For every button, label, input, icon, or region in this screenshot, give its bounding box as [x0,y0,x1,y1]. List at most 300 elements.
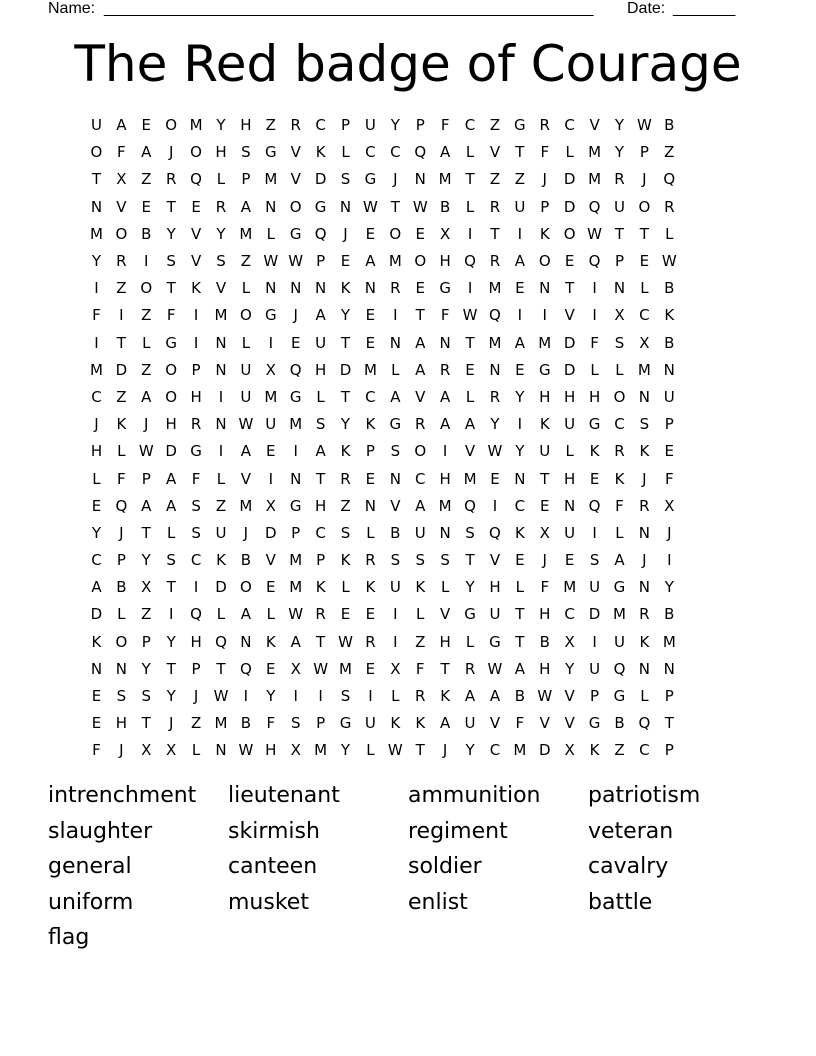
grid-letter: W [636,116,652,135]
grid-letter: L [590,360,599,379]
grid-letter: D [90,605,103,624]
grid-row [84,574,732,601]
grid-letter: C [639,306,650,325]
grid-letter: A [240,442,252,461]
grid-letter: Q [464,252,476,271]
grid-letter: T [515,605,525,624]
grid-letter: E [340,605,351,624]
grid-letter: H [90,442,103,461]
grid-letter: K [365,415,376,434]
grid-letter: L [216,605,226,624]
grid-letter: C [464,116,476,135]
grid-letter: U [364,116,376,135]
grid-letter: R [290,116,301,135]
grid-letter: N [90,659,103,678]
grid-letter: V [240,469,252,488]
grid-letter: O [414,442,427,461]
grid-letter: P [191,659,201,678]
grid-letter: U [564,415,576,434]
grid-letter: R [439,360,451,379]
grid-letter: Y [465,741,475,760]
grid-letter: L [416,605,425,624]
grid-letter: G [588,714,601,733]
grid-letter: P [340,116,351,135]
grid-letter: N [240,632,252,651]
grid-letter: L [117,605,126,624]
grid-letter: V [564,714,575,733]
grid-letter: T [216,659,226,678]
grid-letter: J [442,741,448,760]
grid-letter: S [415,551,425,570]
grid-letter: K [91,632,102,651]
grid-letter: Y [340,306,351,325]
grid-letter: I [193,333,199,352]
grid-letter: E [540,496,550,515]
grid-row [84,520,732,547]
grid-letter: O [389,224,402,243]
grid-letter: A [514,252,525,271]
grid-letter: A [415,496,426,515]
grid-letter: W [288,252,304,271]
grid-letter: N [90,197,103,216]
grid-letter: H [314,360,327,379]
grid-letter: G [439,279,451,298]
grid-letter: U [90,116,102,135]
grid-letter: R [614,170,625,189]
grid-letter: E [266,659,276,678]
grid-letter: G [364,170,377,189]
grid-letter: J [642,170,647,189]
word-list-item: intrenchment [48,783,197,808]
grid-letter: Q [588,197,601,216]
grid-letter: A [464,415,476,434]
grid-letter: Z [141,360,152,379]
grid-letter: E [290,333,301,352]
grid-letter: O [239,578,252,597]
grid-row [84,438,732,465]
grid-letter: P [316,714,326,733]
grid-letter: C [315,116,326,135]
grid-letter: H [539,387,551,406]
grid-letter: Y [266,687,276,706]
grid-letter: G [613,687,626,706]
word-list-item: slaughter [48,818,153,844]
grid-letter: I [592,632,597,651]
grid-letter: B [240,551,252,570]
grid-letter: A [390,387,401,406]
grid-letter: P [141,469,151,488]
grid-letter: E [191,197,201,216]
grid-letter: R [340,469,351,488]
grid-letter: A [514,659,525,678]
grid-letter: T [515,632,525,651]
grid-letter: A [141,143,152,162]
grid-letter: I [293,687,298,706]
grid-letter: C [564,116,575,135]
grid-letter: S [116,687,127,706]
grid-letter: F [415,659,425,678]
grid-letter: W [462,306,478,325]
grid-letter: C [390,143,401,162]
grid-letter: H [265,741,277,760]
name-field[interactable]: _______________________________________________________ [104,0,594,17]
grid-letter: G [389,415,402,434]
grid-letter: E [365,333,376,352]
grid-letter: L [216,469,226,488]
grid-letter: T [490,224,500,243]
grid-letter: A [166,496,177,515]
grid-letter: M [339,659,352,678]
grid-letter: E [415,224,425,243]
grid-letter: K [440,687,451,706]
name-label: Name: [48,0,96,17]
grid-letter: D [538,741,551,760]
grid-letter: F [191,469,201,488]
grid-letter: I [667,551,672,570]
grid-letter: A [440,143,451,162]
grid-letter: L [565,143,574,162]
grid-letter: B [664,279,675,298]
grid-letter: W [363,197,378,216]
word-search-grid [84,112,732,765]
grid-letter: T [166,279,176,298]
date-label: Date: [627,0,666,17]
grid-letter: Z [265,116,276,135]
grid-letter: L [216,170,226,189]
grid-letter: S [639,415,650,434]
grid-letter: T [540,469,550,488]
grid-letter: T [465,333,475,352]
grid-letter: L [440,578,450,597]
grid-letter: E [515,360,525,379]
grid-letter: N [663,659,675,678]
grid-letter: J [193,687,199,706]
grid-letter: P [116,551,126,570]
grid-letter: S [191,523,201,542]
grid-letter: Z [614,741,625,760]
grid-letter: J [119,741,124,760]
grid-letter: A [365,252,376,271]
grid-row [84,710,732,737]
grid-letter: W [313,659,329,678]
grid-letter: K [315,143,326,162]
grid-letter: E [365,224,376,243]
grid-letter: H [115,714,127,733]
grid-letter: V [415,387,426,406]
grid-row [84,275,732,302]
grid-row [84,465,732,492]
grid-letter: X [265,496,276,515]
grid-letter: T [515,143,525,162]
grid-letter: Y [614,143,625,162]
grid-letter: F [117,469,126,488]
grid-letter: L [391,360,400,379]
word-list-item: flag [48,925,90,950]
grid-letter: E [564,551,575,570]
grid-letter: S [166,252,176,271]
grid-letter: F [540,578,550,597]
grid-letter: Z [141,170,152,189]
header-line [48,0,748,20]
grid-letter: K [514,523,525,542]
grid-letter: W [238,415,254,434]
grid-letter: N [339,197,352,216]
grid-letter: P [415,116,425,135]
grid-letter: O [90,143,103,162]
grid-letter: L [117,442,126,461]
grid-letter: T [465,551,475,570]
grid-letter: O [638,197,651,216]
grid-letter: K [216,551,226,570]
grid-letter: Y [91,523,102,542]
grid-letter: L [515,578,525,597]
grid-letter: M [637,360,651,379]
grid-letter: E [490,469,500,488]
grid-row [84,737,732,764]
grid-letter: F [440,116,450,135]
grid-letter: H [190,632,202,651]
grid-letter: I [168,605,174,624]
grid-letter: M [264,387,278,406]
grid-letter: T [465,170,475,189]
word-list-item: cavalry [588,854,669,879]
grid-letter: G [514,116,526,135]
grid-letter: L [465,197,475,216]
grid-letter: I [193,578,199,597]
grid-letter: U [215,523,227,542]
grid-letter: T [415,306,425,325]
grid-letter: F [590,333,599,352]
grid-letter: K [639,632,650,651]
word-list-item: lieutenant [228,783,340,808]
grid-letter: Y [390,116,400,135]
grid-letter: M [189,116,203,135]
grid-letter: L [615,360,624,379]
grid-letter: X [141,741,152,760]
grid-letter: F [515,714,525,733]
grid-row [84,302,732,329]
page-title: The Red badge of Courage [74,35,742,93]
grid-letter: W [537,687,553,706]
grid-letter: X [639,333,650,352]
grid-letter: Z [116,387,127,406]
grid-letter: A [141,387,152,406]
grid-letter: Y [614,116,625,135]
grid-letter: G [264,143,277,162]
grid-letter: M [438,496,452,515]
grid-letter: X [564,632,575,651]
grid-letter: Y [166,632,176,651]
grid-letter: X [290,659,301,678]
grid-letter: P [639,143,649,162]
grid-row [84,656,732,683]
grid-letter: S [141,687,152,706]
grid-letter: R [639,496,650,515]
grid-letter: N [290,279,302,298]
grid-letter: B [240,714,252,733]
grid-letter: T [639,224,649,243]
grid-letter: C [365,143,376,162]
grid-letter: E [340,252,351,271]
grid-letter: E [465,360,475,379]
grid-letter: H [564,387,576,406]
grid-letter: B [664,333,675,352]
grid-letter: M [289,578,303,597]
grid-letter: M [289,415,303,434]
grid-row [84,330,732,357]
grid-letter: E [515,279,525,298]
grid-letter: H [190,387,202,406]
grid-letter: R [639,605,650,624]
grid-letter: L [266,605,275,624]
grid-letter: M [588,170,602,189]
grid-letter: B [141,224,152,243]
grid-letter: M [264,170,278,189]
grid-letter: Q [239,659,252,678]
grid-letter: J [243,523,249,542]
grid-letter: Q [663,170,676,189]
grid-letter: O [165,387,178,406]
grid-letter: Q [115,496,128,515]
grid-letter: T [614,224,625,243]
grid-letter: G [339,714,352,733]
grid-letter: V [390,496,401,515]
grid-letter: A [514,333,525,352]
grid-letter: R [390,279,401,298]
grid-letter: N [663,360,675,379]
grid-letter: L [615,523,624,542]
grid-letter: T [340,333,351,352]
grid-letter: E [141,116,151,135]
grid-letter: R [165,170,177,189]
grid-letter: C [564,605,575,624]
grid-letter: R [489,252,501,271]
grid-letter: Y [141,659,151,678]
grid-letter: Y [565,659,575,678]
grid-letter: G [613,578,626,597]
grid-letter: P [540,197,550,216]
grid-letter: E [639,252,650,271]
grid-letter: I [393,632,398,651]
grid-letter: M [239,224,253,243]
word-list-item: uniform [48,889,134,915]
grid-letter: K [664,306,675,325]
grid-letter: S [614,333,625,352]
grid-letter: U [315,333,327,352]
grid-letter: J [642,551,647,570]
grid-letter: W [213,687,229,706]
grid-letter: M [239,496,253,515]
grid-letter: P [365,442,375,461]
grid-letter: Q [215,632,227,651]
grid-letter: W [263,252,279,271]
grid-letter: E [91,714,102,733]
grid-letter: I [542,306,547,325]
grid-row [84,357,732,384]
grid-letter: P [316,252,326,271]
grid-letter: R [614,442,625,461]
grid-letter: T [390,197,400,216]
grid-letter: N [215,333,227,352]
grid-letter: T [166,197,176,216]
grid-letter: J [667,523,672,542]
grid-letter: V [190,252,202,271]
grid-letter: V [290,143,301,162]
grid-letter: H [314,496,327,515]
grid-letter: T [340,387,351,406]
grid-letter: D [165,442,177,461]
grid-letter: M [538,333,552,352]
grid-letter: R [215,197,227,216]
grid-letter: K [589,741,600,760]
grid-letter: W [138,442,154,461]
grid-letter: U [663,387,675,406]
grid-letter: S [340,523,351,542]
grid-letter: X [440,224,451,243]
grid-letter: E [664,442,675,461]
grid-letter: K [340,442,351,461]
grid-letter: Z [116,279,127,298]
grid-letter: S [390,551,401,570]
grid-letter: L [316,387,325,406]
grid-letter: P [664,741,674,760]
grid-letter: S [166,551,176,570]
grid-letter: Q [588,496,601,515]
grid-letter: H [539,659,551,678]
grid-letter: M [289,551,303,570]
grid-letter: J [343,224,348,243]
grid-letter: C [91,387,102,406]
grid-letter: V [589,116,600,135]
grid-letter: W [238,741,254,760]
grid-letter: V [440,605,451,624]
grid-letter: A [315,442,326,461]
grid-letter: I [218,387,224,406]
grid-letter: V [215,279,227,298]
grid-letter: I [243,687,249,706]
grid-letter: Y [515,442,525,461]
grid-row [84,248,732,275]
grid-row [84,221,732,248]
grid-letter: X [290,741,301,760]
grid-letter: S [340,687,351,706]
grid-letter: V [489,714,501,733]
grid-letter: P [590,687,600,706]
grid-letter: Z [240,252,252,271]
grid-letter: F [92,306,101,325]
grid-letter: X [141,578,152,597]
grid-letter: Z [514,170,525,189]
grid-letter: I [592,306,597,325]
grid-letter: Q [190,170,202,189]
grid-letter: J [642,469,647,488]
grid-letter: N [265,197,277,216]
grid-letter: S [290,714,301,733]
grid-letter: X [390,659,401,678]
grid-letter: Y [166,224,176,243]
grid-letter: L [465,143,475,162]
grid-letter: E [589,469,600,488]
grid-letter: Q [289,360,302,379]
grid-row [84,166,732,193]
grid-letter: T [316,469,326,488]
grid-letter: K [340,279,351,298]
grid-letter: L [92,469,101,488]
grid-letter: U [414,523,426,542]
date-field[interactable]: _______ [673,0,736,17]
grid-letter: R [116,252,127,271]
grid-letter: U [364,714,376,733]
